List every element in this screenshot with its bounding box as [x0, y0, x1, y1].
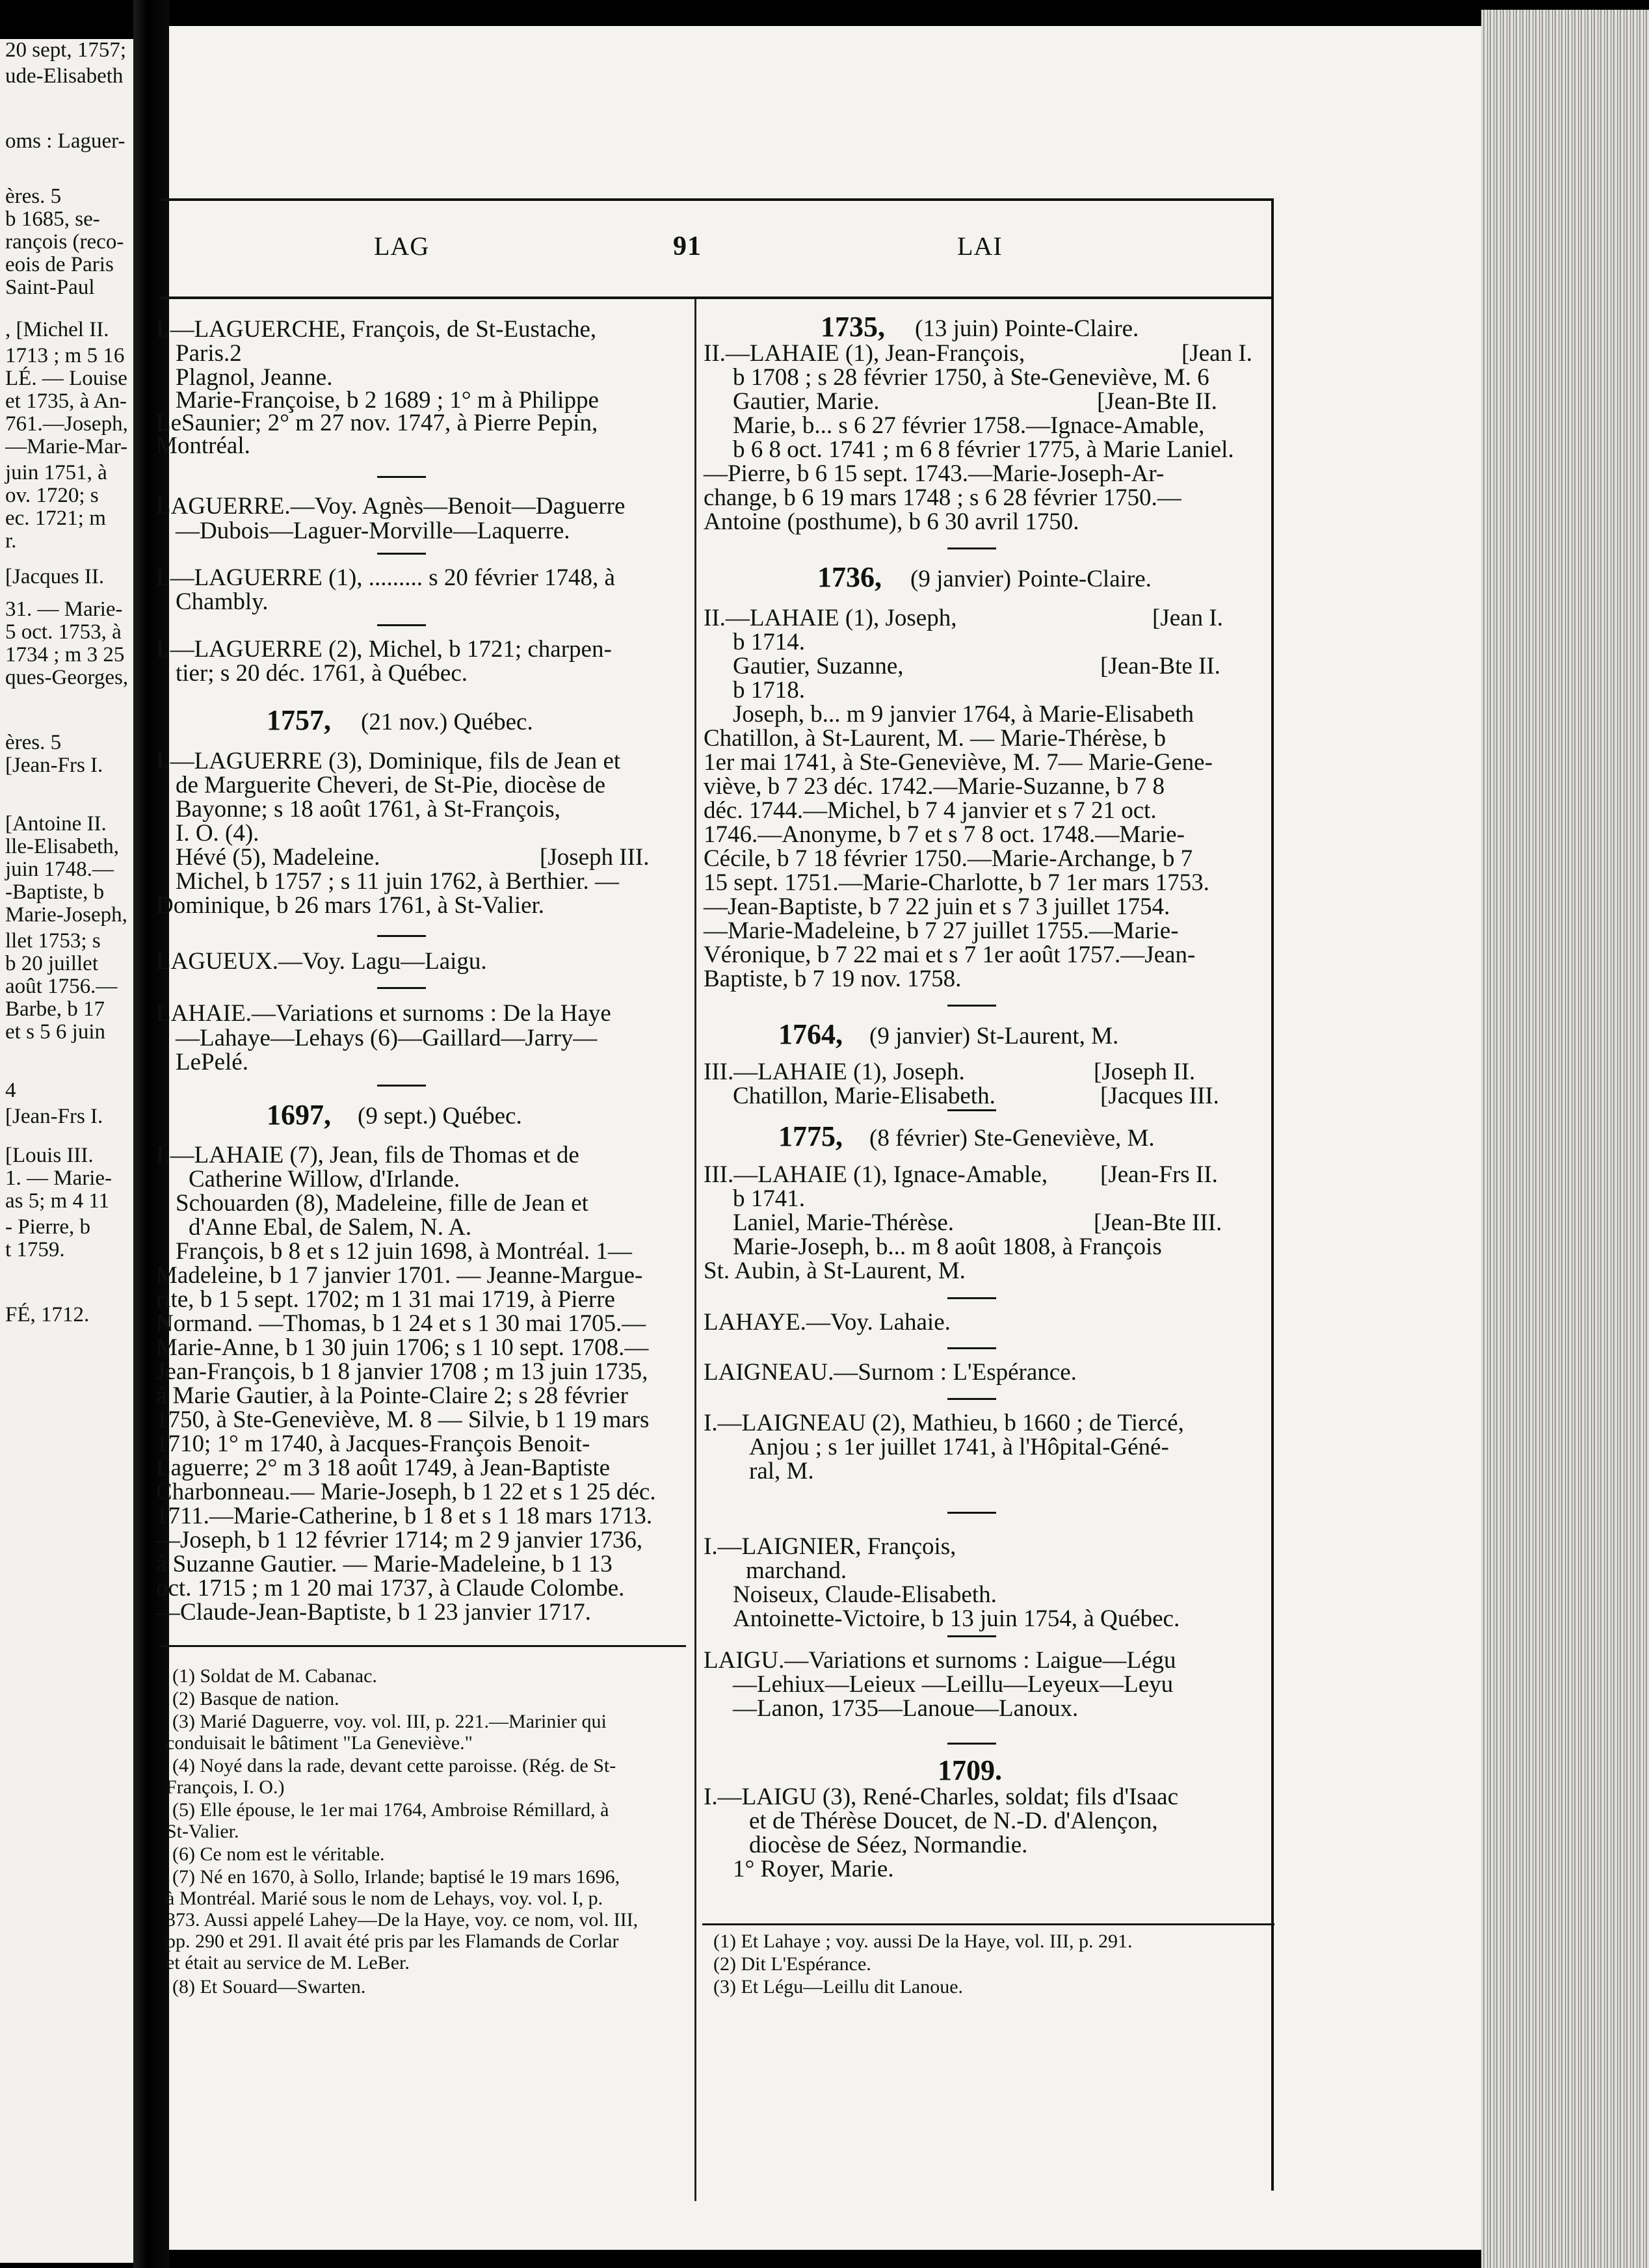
- entry-separator: [947, 1347, 996, 1349]
- entry-text: Marie, b... s 6 27 février 1758.—Ignace-Amable,: [733, 412, 1205, 439]
- adjacent-page-line: , [Michel II.: [5, 318, 109, 341]
- entry-separator: [377, 553, 426, 555]
- entry-text: (8 février) Ste-Geneviève, M.: [869, 1125, 1155, 1152]
- adjacent-page-line: rançois (reco-: [5, 230, 124, 254]
- entry-text: Plagnol, Jeanne.: [176, 364, 333, 391]
- entry-text: 1° Royer, Marie.: [733, 1856, 894, 1882]
- footnote-text: conduisait le bâtiment "La Geneviève.": [166, 1732, 473, 1754]
- adjacent-page-line: [Antoine II.: [5, 812, 107, 836]
- entry-text: Véronique, b 7 22 mai et s 7 1er août 1757.—Jean-: [704, 942, 1196, 968]
- running-head-right: LAI: [957, 231, 1003, 261]
- entry-text: Joseph, b... m 9 janvier 1764, à Marie-Elisabeth: [733, 701, 1194, 728]
- entry-text: —Dubois—Laguer-Morville—Laquerre.: [176, 518, 570, 544]
- entry-text: I.—LAGUERRE (2), Michel, b 1721; charpen-: [156, 636, 612, 663]
- entry-text: —Pierre, b 6 15 sept. 1743.—Marie-Joseph-Ar-: [704, 460, 1165, 487]
- entry-text: I.—LAGUERRE (3), Dominique, fils de Jean et: [156, 748, 621, 774]
- footnote-text: (6) Ce nom est le véritable.: [172, 1843, 385, 1865]
- entry-text: 1710; 1° m 1740, à Jacques-François Benoit-: [156, 1431, 590, 1457]
- entry-text: I.—LAGUERCHE, François, de St-Eustache,: [156, 316, 597, 343]
- entry-text: 1746.—Anonyme, b 7 et s 7 8 oct. 1748.—Marie-: [704, 821, 1185, 848]
- entry-text: Anjou ; s 1er juillet 1741, à l'Hôpital-Géné-: [749, 1434, 1169, 1460]
- entry-separator: [377, 987, 426, 989]
- adjacent-page-line: b 1685, se-: [5, 207, 100, 231]
- entry-text: Marie-Joseph, b... m 8 août 1808, à François: [733, 1233, 1162, 1260]
- entry-separator: [947, 1109, 996, 1111]
- entry-text: tier; s 20 déc. 1761, à Québec.: [176, 660, 468, 687]
- adjacent-page-line: et 1735, à An-: [5, 389, 127, 413]
- footnote-text: (2) Basque de nation.: [172, 1688, 339, 1709]
- entry-text: —Joseph, b 1 12 février 1714; m 2 9 janvier 1736,: [156, 1527, 643, 1553]
- entry-text: 15 sept. 1751.—Marie-Charlotte, b 7 1er mars 1753.: [704, 869, 1209, 896]
- entry-text: Marie-Anne, b 1 30 juin 1706; s 1 10 sept. 1708.—: [156, 1334, 649, 1361]
- running-head-left: LAG: [374, 231, 430, 261]
- entry-text: et de Thérèse Doucet, de N.-D. d'Alençon,: [749, 1808, 1158, 1834]
- entry-text: 1735,: [821, 311, 885, 343]
- footnote-text: 373. Aussi appelé Lahey—De la Haye, voy. ce nom, vol. III,: [166, 1909, 639, 1931]
- entry-text: LAGUEUX.—Voy. Lagu—Laigu.: [156, 948, 487, 975]
- book-page-edges: [1481, 10, 1649, 2268]
- entry-separator: [947, 1512, 996, 1514]
- footnote-text: (4) Noyé dans la rade, devant cette paroisse. (Rég. de St-: [172, 1755, 616, 1776]
- adjacent-page-line: ov. 1720; s: [5, 484, 99, 507]
- entry-text: de Marguerite Cheveri, de St-Pie, diocèse de: [176, 772, 605, 798]
- entry-separator: [947, 1635, 996, 1637]
- entry-separator: [377, 476, 426, 478]
- entry-text: Michel, b 1757 ; s 11 juin 1762, à Berthier. —: [176, 868, 620, 895]
- adjacent-page-line: as 5; m 4 11: [5, 1189, 110, 1213]
- adjacent-page-line: r.: [5, 529, 17, 553]
- adjacent-page-line: ude-Elisabeth: [5, 64, 124, 88]
- entry-text: viève, b 7 23 déc. 1742.—Marie-Suzanne, b 7 8: [704, 773, 1165, 800]
- entry-text: change, b 6 19 mars 1748 ; s 6 28 février 1750.—: [704, 484, 1181, 511]
- entry-separator: [377, 1085, 426, 1087]
- adjacent-page-line: [Jacques II.: [5, 565, 105, 588]
- adjacent-page-line: ères. 5: [5, 185, 62, 208]
- adjacent-page-line: t 1759.: [5, 1238, 65, 1261]
- entry-text: Chambly.: [176, 588, 269, 615]
- footnote-text: à Montréal. Marié sous le nom de Lehays, voy. vol. I, p.: [166, 1888, 603, 1909]
- entry-text: Antoinette-Victoire, b 13 juin 1754, à Québec.: [733, 1605, 1180, 1632]
- adjacent-page-line: [Jean-Frs I.: [5, 1105, 103, 1128]
- entry-text: 1736,: [817, 561, 882, 593]
- entry-text: Chatillon, Marie-Elisabeth.: [733, 1083, 996, 1109]
- entry-text: [Jean-Bte III.: [1094, 1209, 1222, 1236]
- footnote-text: (3) Et Légu—Leillu dit Lanoue.: [713, 1976, 964, 1998]
- entry-text: [Jacques III.: [1100, 1083, 1219, 1109]
- entry-text: marchand.: [746, 1557, 847, 1584]
- footnote-text: (1) Et Lahaye ; voy. aussi De la Haye, vol. III, p. 291.: [713, 1931, 1133, 1952]
- entry-text: Gautier, Marie.: [733, 388, 880, 415]
- entry-text: rite, b 1 5 sept. 1702; m 1 31 mai 1719, à Pierre: [156, 1286, 615, 1313]
- entry-text: III.—LAHAIE (1), Ignace-Amable,: [704, 1161, 1048, 1188]
- adjacent-page-line: ères. 5: [5, 731, 62, 754]
- entry-text: I.—LAHAIE (7), Jean, fils de Thomas et de: [156, 1142, 579, 1168]
- adjacent-page-line: et s 5 6 juin: [5, 1020, 105, 1044]
- header-rule: [159, 297, 1274, 299]
- entry-text: 1709.: [938, 1754, 1002, 1786]
- entry-text: —Lahaye—Lehays (6)—Gaillard—Jarry—: [176, 1025, 598, 1051]
- entry-text: b 1718.: [733, 677, 805, 704]
- adjacent-page-line: Barbe, b 17: [5, 997, 105, 1021]
- entry-text: LAIGU.—Variations et surnoms : Laigue—Légu: [704, 1647, 1176, 1674]
- entry-text: [Jean I.: [1181, 340, 1252, 367]
- entry-text: LAHAYE.—Voy. Lahaie.: [704, 1309, 951, 1336]
- adjacent-page-line: 1734 ; m 3 25: [5, 643, 125, 666]
- entry-text: —Claude-Jean-Baptiste, b 1 23 janvier 1717.: [156, 1599, 591, 1626]
- entry-text: —Lanon, 1735—Lanoue—Lanoux.: [733, 1695, 1079, 1722]
- entry-text: à Marie Gautier, à la Pointe-Claire 2; s 28 février: [156, 1382, 628, 1409]
- footnote-text: (8) Et Souard—Swarten.: [172, 1976, 366, 1998]
- adjacent-page-line: [Louis III.: [5, 1144, 94, 1167]
- entry-text: LAIGNEAU.—Surnom : L'Espérance.: [704, 1359, 1077, 1386]
- adjacent-page-line: lle-Elisabeth,: [5, 835, 120, 858]
- footnote-text: (7) Né en 1670, à Sollo, Irlande; baptisé le 19 mars 1696,: [172, 1866, 620, 1888]
- adjacent-page-line: 20 sept, 1757;: [5, 39, 127, 62]
- entry-text: 1775,: [778, 1120, 843, 1152]
- entry-text: [Jean-Frs II.: [1100, 1161, 1218, 1188]
- entry-text: [Joseph III.: [540, 844, 650, 871]
- footnote-text: (5) Elle épouse, le 1er mai 1764, Ambroise Rémillard, à: [172, 1799, 609, 1821]
- adjacent-page-line: eois de Paris: [5, 253, 114, 276]
- adjacent-page-line: 1713 ; m 5 16: [5, 344, 125, 367]
- entry-text: déc. 1744.—Michel, b 7 4 janvier et s 7 21 oct.: [704, 797, 1157, 824]
- footnote-text: St-Valier.: [166, 1821, 239, 1842]
- entry-text: —Marie-Madeleine, b 7 27 juillet 1755.—Marie-: [704, 917, 1179, 944]
- entry-text: Madeleine, b 1 7 janvier 1701. — Jeanne-Margue-: [156, 1262, 643, 1289]
- adjacent-page-line: —Marie-Mar-: [5, 435, 128, 458]
- entry-text: Antoine (posthume), b 6 30 avril 1750.: [704, 508, 1079, 535]
- entry-text: I. O. (4).: [176, 820, 259, 847]
- entry-separator: [947, 1743, 996, 1745]
- adjacent-page-line: [Jean-Frs I.: [5, 754, 103, 777]
- entry-text: (9 janvier) St-Laurent, M.: [869, 1023, 1119, 1049]
- adjacent-page-line: juin 1748.—: [5, 858, 114, 881]
- entry-text: Dominique, b 26 mars 1761, à St-Valier.: [156, 892, 545, 919]
- entry-text: d'Anne Ebal, de Salem, N. A.: [189, 1214, 472, 1241]
- adjacent-page-line: 5 oct. 1753, à: [5, 620, 122, 644]
- column-divider: [694, 299, 696, 2201]
- entry-text: (13 juin) Pointe-Claire.: [915, 315, 1139, 342]
- entry-text: LAHAIE.—Variations et surnoms : De la Haye: [156, 1000, 611, 1027]
- left-footnote-rule: [159, 1645, 686, 1647]
- entry-text: oct. 1715 ; m 1 20 mai 1737, à Claude Colombe.: [156, 1575, 625, 1602]
- entry-text: b 1708 ; s 28 février 1750, à Ste-Geneviève, M. 6: [733, 364, 1209, 391]
- entry-text: ral, M.: [749, 1458, 814, 1484]
- entry-text: Paris.2: [176, 340, 242, 367]
- entry-text: Marie-Françoise, b 2 1689 ; 1° m à Philippe: [176, 387, 599, 414]
- adjacent-page-line: llet 1753; s: [5, 929, 101, 953]
- entry-text: Chatillon, à St-Laurent, M. — Marie-Thérèse, b: [704, 725, 1167, 752]
- entry-text: III.—LAHAIE (1), Joseph.: [704, 1059, 965, 1085]
- entry-text: II.—LAHAIE (1), Jean-François,: [704, 340, 1025, 367]
- entry-text: Normand. —Thomas, b 1 24 et s 1 30 mai 1705.—: [156, 1310, 646, 1337]
- entry-text: Cécile, b 7 18 février 1750.—Marie-Archange, b 7: [704, 845, 1193, 872]
- entry-text: 1711.—Marie-Catherine, b 1 8 et s 1 18 mars 1713.: [156, 1503, 653, 1529]
- entry-text: à Suzanne Gautier. — Marie-Madeleine, b 1 13: [156, 1551, 613, 1577]
- entry-text: 1er mai 1741, à Ste-Geneviève, M. 7— Marie-Gene-: [704, 749, 1213, 776]
- entry-text: [Jean I.: [1152, 605, 1223, 631]
- entry-text: 1764,: [778, 1018, 843, 1050]
- right-footnote-rule: [702, 1923, 1274, 1925]
- entry-text: Noiseux, Claude-Elisabeth.: [733, 1581, 997, 1608]
- entry-text: 1750, à Ste-Geneviève, M. 8 — Silvie, b 1 19 mars: [156, 1406, 650, 1433]
- entry-text: [Jean-Bte II.: [1100, 653, 1220, 679]
- entry-text: I.—LAIGNEAU (2), Mathieu, b 1660 ; de Tiercé,: [704, 1410, 1184, 1436]
- entry-separator: [947, 1398, 996, 1400]
- entry-separator: [947, 1005, 996, 1007]
- adjacent-page-line: -Baptiste, b: [5, 880, 105, 904]
- adjacent-page-strip: [0, 39, 140, 2263]
- entry-text: LePelé.: [176, 1049, 248, 1075]
- footnote-text: et était au service de M. LeBer.: [166, 1952, 410, 1973]
- entry-text: diocèse de Séez, Normandie.: [749, 1832, 1028, 1858]
- entry-text: I.—LAGUERRE (1), ......... s 20 février 1748, à: [156, 564, 615, 591]
- adjacent-page-line: 1. — Marie-: [5, 1167, 112, 1190]
- entry-separator: [377, 935, 426, 937]
- footnote-text: pp. 290 et 291. Il avait été pris par les Flamands de Corlar: [166, 1931, 619, 1952]
- entry-text: Charbonneau.— Marie-Joseph, b 1 22 et s 1 25 déc.: [156, 1479, 656, 1505]
- entry-text: Montréal.: [156, 432, 250, 459]
- entry-text: Schouarden (8), Madeleine, fille de Jean et: [176, 1190, 588, 1217]
- entry-text: LAGUERRE.—Voy. Agnès—Benoit—Daguerre: [156, 493, 626, 520]
- entry-separator: [377, 624, 426, 626]
- footnote-text: (1) Soldat de M. Cabanac.: [172, 1665, 377, 1687]
- footnote-text: (2) Dit L'Espérance.: [713, 1953, 871, 1975]
- adjacent-page-line: ec. 1721; m: [5, 507, 106, 530]
- entry-text: [Joseph II.: [1094, 1059, 1196, 1085]
- entry-separator: [947, 547, 996, 549]
- adjacent-page-line: 31. — Marie-: [5, 598, 123, 621]
- entry-text: 1697,: [267, 1099, 331, 1131]
- entry-text: b 6 8 oct. 1741 ; m 6 8 février 1775, à Marie Laniel.: [733, 436, 1234, 463]
- adjacent-page-line: oms : Laguer-: [5, 129, 125, 153]
- entry-text: (9 sept.) Québec.: [358, 1103, 522, 1129]
- entry-text: b 1714.: [733, 629, 805, 655]
- entry-text: François, b 8 et s 12 juin 1698, à Montréal. 1—: [176, 1238, 632, 1265]
- adjacent-page-line: ques-Georges,: [5, 666, 129, 689]
- entry-text: St. Aubin, à St-Laurent, M.: [704, 1258, 966, 1284]
- adjacent-page-line: 761.—Joseph,: [5, 412, 128, 436]
- adjacent-page-line: Marie-Joseph,: [5, 903, 127, 927]
- entry-text: —Lehiux—Leieux —Leillu—Leyeux—Leyu: [733, 1671, 1174, 1698]
- adjacent-page-line: b 20 juillet: [5, 952, 98, 975]
- entry-text: Jean-François, b 1 8 janvier 1708 ; m 13 juin 1735,: [156, 1358, 648, 1385]
- adjacent-page-line: juin 1751, à: [5, 461, 107, 484]
- adjacent-page-line: 4: [5, 1079, 16, 1102]
- entry-text: I.—LAIGU (3), René-Charles, soldat; fils d'Isaac: [704, 1784, 1179, 1810]
- entry-text: Hévé (5), Madeleine.: [176, 844, 380, 871]
- adjacent-page-line: FÉ, 1712.: [5, 1303, 90, 1326]
- page-number: 91: [673, 231, 702, 261]
- adjacent-page-line: LÉ. — Louise: [5, 367, 127, 390]
- entry-text: Catherine Willow, d'Irlande.: [189, 1166, 460, 1193]
- entry-text: LeSaunier; 2° m 27 nov. 1747, à Pierre Pepin,: [156, 410, 598, 436]
- footnote-text: François, I. O.): [166, 1776, 285, 1798]
- entry-text: (9 janvier) Pointe-Claire.: [910, 566, 1152, 592]
- entry-separator: [947, 1297, 996, 1299]
- entry-text: Laguerre; 2° m 3 18 août 1749, à Jean-Baptiste: [156, 1455, 611, 1481]
- entry-text: Gautier, Suzanne,: [733, 653, 904, 679]
- entry-text: 1757,: [267, 704, 331, 736]
- entry-text: Baptiste, b 7 19 nov. 1758.: [704, 966, 962, 992]
- entry-text: —Jean-Baptiste, b 7 22 juin et s 7 3 juillet 1754.: [704, 893, 1170, 920]
- entry-text: b 1741.: [733, 1185, 805, 1212]
- footnote-text: (3) Marié Daguerre, voy. vol. III, p. 221.—Marinier qui: [172, 1711, 607, 1732]
- entry-text: I.—LAIGNIER, François,: [704, 1533, 956, 1560]
- adjacent-page-line: Saint-Paul: [5, 276, 95, 299]
- entry-text: II.—LAHAIE (1), Joseph,: [704, 605, 957, 631]
- entry-text: Laniel, Marie-Thérèse.: [733, 1209, 955, 1236]
- adjacent-page-line: août 1756.—: [5, 975, 118, 998]
- adjacent-page-line: - Pierre, b: [5, 1215, 91, 1239]
- entry-text: [Jean-Bte II.: [1097, 388, 1217, 415]
- entry-text: (21 nov.) Québec.: [361, 709, 533, 735]
- entry-text: Bayonne; s 18 août 1761, à St-François,: [176, 796, 561, 823]
